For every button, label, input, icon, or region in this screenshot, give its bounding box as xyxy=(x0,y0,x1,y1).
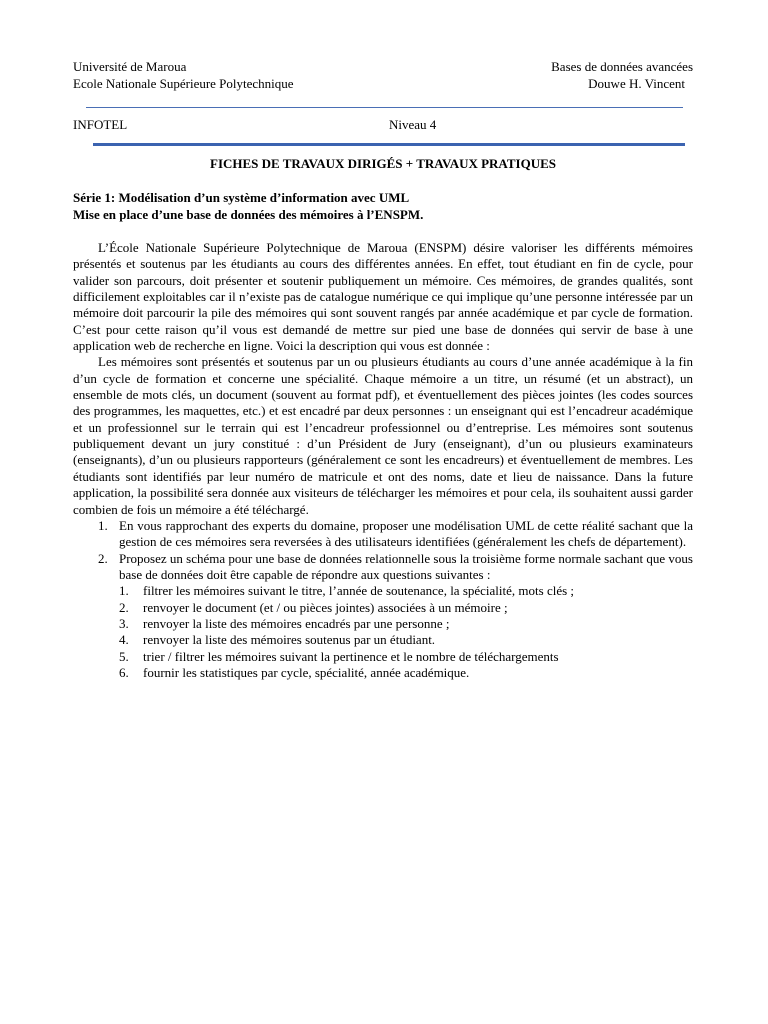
subquestion-item xyxy=(73,649,693,665)
subquestions-list xyxy=(73,583,693,681)
subquestion-text: renvoyer le document (et / ou pièces jointes) associées à un mémoire ; xyxy=(143,599,508,615)
department-name: INFOTEL xyxy=(73,117,128,132)
level-label: Niveau 4 xyxy=(389,117,437,132)
subquestion-item xyxy=(73,600,693,616)
subquestion-number: 3. xyxy=(119,615,129,631)
subquestion-item xyxy=(73,616,693,632)
paragraph-intro: L’École Nationale Supérieure Polytechnique de Maroua (ENSPM) désire valoriser les différents mémoires présentés et soutenus par les étudiants au cours des différentes années. En effet, tout étudiant en fin de cycle, pour valider son parcours, doit présenter et soutenir publiquement un mémoire. Ces mémoires, de grandes qualités, sont difficilement exploitables car il n’existe pas de catalogue numérique ce qui implique qu’une personne intéressée par un mémoire doit parcourir la pile des mémoires qui sont souvent rangés par année académique et par cycle de formation. C’est pour cette raison qu’il vous est demandé de mettre sur pied une base de données qui servir de base à une application web de recherche en ligne. Voici la description qui vous est donnée : xyxy=(73,240,693,354)
question-item xyxy=(73,551,693,584)
subquestion-number: 5. xyxy=(119,648,129,664)
series-subtitle: Mise en place d’une base de données des mémoires à l’ENSPM. xyxy=(73,207,424,222)
body-text xyxy=(73,240,693,681)
question-text: Proposez un schéma pour une base de données relationnelle sous la troisième forme normale sachant que vous base de données doit être capable de répondre aux questions suivantes : xyxy=(119,550,693,582)
header-divider-thick xyxy=(93,143,685,146)
questions-list xyxy=(73,518,693,583)
subquestion-item xyxy=(73,665,693,681)
university-name: Université de Maroua xyxy=(73,59,187,74)
question-number: 1. xyxy=(98,517,108,533)
question-number: 2. xyxy=(98,550,108,566)
subquestion-number: 1. xyxy=(119,583,129,599)
subquestion-text: renvoyer la liste des mémoires soutenus par un étudiant. xyxy=(143,632,436,648)
series-title: Série 1: Modélisation d’un système d’information avec UML xyxy=(73,190,410,205)
subquestion-text: trier / filtrer les mémoires suivant la pertinence et le nombre de téléchargements xyxy=(143,648,559,664)
question-item xyxy=(73,518,693,551)
teacher-name: Douwe H. Vincent xyxy=(588,76,685,91)
question-text: En vous rapprochant des experts du domaine, proposer une modélisation UML de cette réalité sachant que la gestion de ces mémoires sera reversées à des utilisateurs identifiées (généralement les chefs de département). xyxy=(119,517,693,550)
subquestion-text: fournir les statistiques par cycle, spécialité, année académique. xyxy=(143,664,470,680)
school-name: Ecole Nationale Supérieure Polytechnique xyxy=(73,76,294,91)
subquestion-number: 2. xyxy=(119,599,129,615)
subquestion-item xyxy=(73,583,693,599)
subquestion-text: filtrer les mémoires suivant le titre, l’année de soutenance, la spécialité, mots clés ; xyxy=(143,583,575,599)
subquestion-number: 6. xyxy=(119,664,129,680)
paragraph-description: Les mémoires sont présentés et soutenus par un ou plusieurs étudiants au cours d’une année académique à la fin d’un cycle de formation et concerne une spécialité. Chaque mémoire a un titre, un résumé (et un abstract), un ensemble de mots clés, un document (souvent au format pdf), et éventuellement des pièces jointes (les codes sources des programmes, les maquettes, etc.) et est encadré par deux personnes : un enseignant qui est l’encadreur académique et un professionnel sur le terrain qui est l’encadreur professionnel ou d’entreprise. Les mémoires sont soutenus publiquement devant un jury constitué : d’un Président de Jury (enseignant), d’un ou plusieurs examinateurs (enseignants), d’un ou plusieurs rapporteurs (généralement ce sont les encadreurs) et éventuellement de membres. Les étudiants sont identifiés par leur numéro de matricule et ont des noms, date et lieu de naissance. Dans la future application, la possibilité sera donnée aux visiteurs de télécharger les mémoires et pour cela, ils souhaitent aussi garder combien de fois un mémoire a été téléchargé. xyxy=(73,354,693,517)
subquestion-text: renvoyer la liste des mémoires encadrés par une personne ; xyxy=(143,615,450,631)
course-name: Bases de données avancées xyxy=(551,59,693,74)
subquestion-item xyxy=(73,632,693,648)
subquestion-number: 4. xyxy=(119,632,129,648)
document-title: FICHES DE TRAVAUX DIRIGÉS + TRAVAUX PRATIQUES xyxy=(210,156,556,171)
header-divider-thin xyxy=(86,107,683,108)
